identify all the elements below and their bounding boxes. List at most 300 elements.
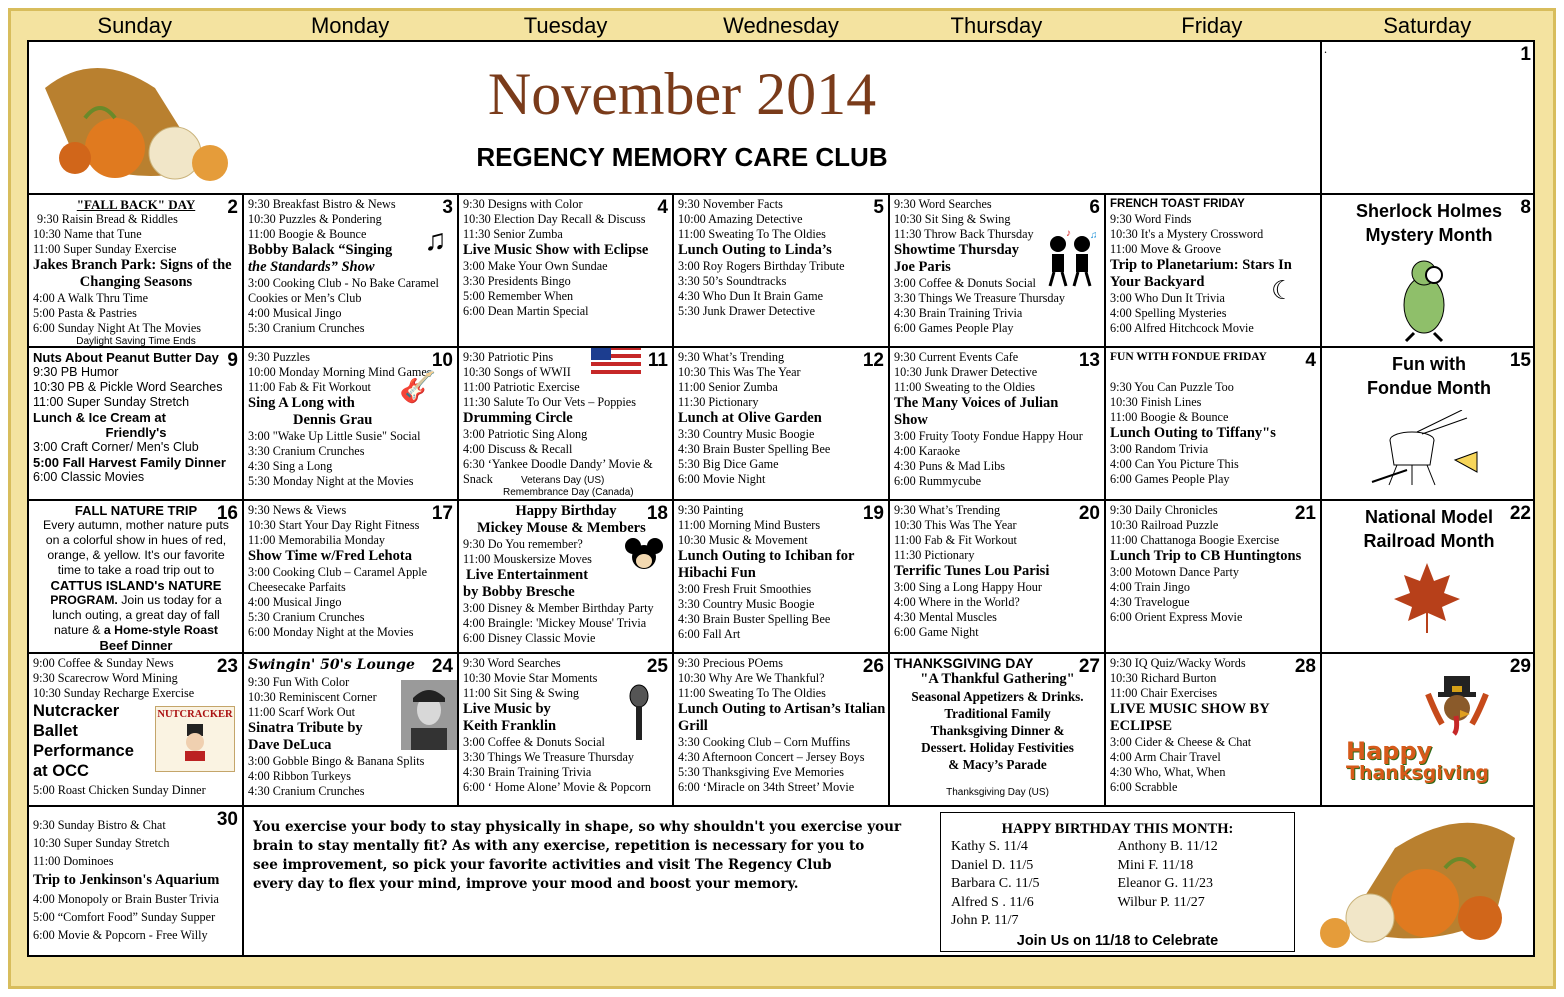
event: 3:00 Coffee & Donuts Social: [894, 276, 1036, 290]
description: Every autumn, mother nature puts: [43, 518, 229, 532]
day-cell-13: [890, 348, 1106, 501]
event: 6:00 Movie & Popcorn - Free Willy: [33, 928, 208, 942]
description: Dessert. Holiday Festivities: [921, 740, 1074, 755]
event: 6:00 Games People Play: [894, 321, 1014, 335]
day-number: 15: [1509, 350, 1531, 371]
day-number: 3: [442, 197, 453, 218]
day-cell-27: [890, 654, 1106, 807]
event: 10:00 Monday Morning Mind Games: [248, 365, 432, 379]
event: 11:00 Boogie & Bounce: [1110, 410, 1229, 424]
event: 3:00 Who Dun It Trivia: [1110, 291, 1225, 305]
day-cell-19: [674, 501, 890, 654]
featured-event: LIVE MUSIC SHOW BY: [1110, 701, 1270, 717]
event: 5:30 Junk Drawer Detective: [678, 304, 816, 318]
featured-event: Showtime Thursday: [894, 242, 1020, 258]
event: 5:00 Roast Chicken Sunday Dinner: [33, 783, 206, 797]
event: 3:30 Cranium Crunches: [248, 444, 365, 458]
day-cell-1: [1322, 42, 1535, 195]
birthday-list-right: [1118, 838, 1285, 931]
day-cell-3: [244, 195, 459, 348]
event: 9:30 Word Finds: [1110, 212, 1192, 226]
month-theme: Sherlock Holmes: [1355, 201, 1503, 221]
event: 4:30 Mental Muscles: [894, 610, 997, 624]
description: Join us today for a: [117, 593, 222, 607]
cornucopia-icon: [35, 48, 235, 188]
description: on a colorful show in hues of red,: [45, 533, 227, 547]
event: 4:00 Monopoly or Brain Buster Trivia: [33, 892, 219, 906]
description: PROGRAM.: [50, 593, 118, 607]
featured-event: Dennis Grau: [293, 412, 373, 428]
event: 3:00 Make Your Own Sundae: [463, 259, 608, 273]
event: 3:00 Gobble Bingo & Banana Splits: [248, 754, 425, 768]
event: 11:00 Boogie & Bounce: [248, 227, 367, 241]
day-cell-22: [1322, 501, 1535, 654]
event-title: FUN WITH FONDUE FRIDAY: [1110, 351, 1267, 363]
day-number: 22: [1509, 503, 1531, 524]
event: 9:30 Breakfast Bistro & News: [248, 197, 396, 211]
day-saturday: Saturday: [1383, 13, 1472, 38]
event: 4:30 Afternoon Concert – Jersey Boys: [678, 750, 865, 764]
day-cell-14: [1106, 348, 1322, 501]
featured-event: Show Time w/Fred Lehota: [248, 548, 412, 564]
day-cell-30: [29, 807, 244, 957]
turkey-pilgrim-icon: [1422, 674, 1492, 744]
event: 10:30 This Was The Year: [894, 518, 1017, 532]
event: 9:30 IQ Quiz/Wacky Words: [1110, 656, 1246, 670]
featured-event: Drumming Circle: [463, 410, 573, 426]
event: 4:00 Musical Jingo: [248, 306, 342, 320]
event: 11:00 Senior Zumba: [678, 380, 778, 394]
sinatra-photo: [401, 680, 457, 750]
description: CATTUS ISLAND's NATURE: [50, 578, 222, 593]
event: 9:00 Coffee & Sunday News: [33, 656, 174, 670]
event: 3:00 Cooking Club - No Bake Caramel: [248, 276, 439, 290]
holiday-note: Veterans Day (US): [521, 475, 605, 486]
holiday-note: Daylight Saving Time Ends: [76, 336, 196, 347]
day-cell-18: [459, 501, 674, 654]
event: 6:00 Alfred Hitchcock Movie: [1110, 321, 1254, 335]
featured-event: Show: [894, 412, 928, 428]
description: Thanksgiving Dinner &: [930, 723, 1065, 738]
featured-event: Lunch Outing to Artisan’s Italian: [678, 701, 886, 717]
event: 3:00 Fresh Fruit Smoothies: [678, 582, 812, 596]
message-line: see improvement, so pick your favorite activities and visit The Regency Club: [253, 857, 832, 873]
event: 4:30 Travelogue: [1110, 595, 1190, 609]
event: 9:30 Designs with Color: [463, 197, 583, 211]
month-theme: Fondue Month: [1367, 378, 1491, 398]
event: 6:00 Game Night: [894, 625, 979, 639]
featured-event: by Bobby Bresche: [463, 584, 575, 600]
event: Cheesecake Parfaits: [248, 580, 346, 594]
mickey-mouse-icon: [624, 537, 664, 571]
featured-event: Your Backyard: [1110, 274, 1205, 290]
day-number: 25: [646, 656, 668, 677]
detective-icon: [1384, 255, 1464, 343]
event: 11:00 Scarf Work Out: [248, 705, 355, 719]
day-number: 8: [1520, 197, 1531, 218]
description: lunch outing, a great day of fall: [52, 608, 220, 622]
event: 10:30 Election Day Recall & Discuss: [463, 212, 646, 226]
event: 11:00 Memorabilia Monday: [248, 533, 385, 547]
day-cell-7: [1106, 195, 1322, 348]
event: 9:30 Do You remember?: [463, 537, 583, 551]
event: 11:00 Chair Exercises: [1110, 686, 1218, 700]
featured-event: "A Thankful Gathering": [920, 671, 1075, 687]
description: Beef Dinner: [99, 638, 173, 653]
event: 4:00 Discuss & Recall: [463, 442, 573, 456]
day-number: 17: [431, 503, 453, 524]
event-title: THANKSGIVING DAY: [894, 655, 1034, 671]
month-theme: Railroad Month: [1363, 531, 1495, 551]
event: 9:30 Sunday Bistro & Chat: [33, 818, 166, 832]
event: 11:00 Patriotic Exercise: [463, 380, 580, 394]
day-monday: Monday: [310, 13, 390, 38]
birthday-entry: John P. 11/7: [951, 913, 1019, 928]
event: 3:00 Patriotic Sing Along: [463, 427, 588, 441]
event: 3:00 Random Trivia: [1110, 442, 1209, 456]
event: 9:30 Patriotic Pins: [463, 350, 554, 364]
event: 10:30 Puzzles & Pondering: [248, 212, 382, 226]
month-theme: Mystery Month: [1365, 225, 1493, 245]
day-cell-17: [244, 501, 459, 654]
cornucopia-icon: [1315, 808, 1530, 953]
day-cell-28: [1106, 654, 1322, 807]
day-cell-6: [890, 195, 1106, 348]
dancers-icon: [1040, 230, 1100, 290]
event: 10:30 Sit Sing & Swing: [894, 212, 1011, 226]
day-number: 27: [1078, 656, 1100, 677]
event: 9:30 PB Humor: [33, 365, 119, 379]
event: 4:30 Sing a Long: [248, 459, 333, 473]
event: 11:00 Sweating To The Oldies: [678, 227, 826, 241]
featured-event: Sing A Long with: [248, 395, 355, 411]
day-number: 19: [862, 503, 884, 524]
event: 10:30 Songs of WWII: [463, 365, 571, 379]
featured-event: Lunch Trip to CB Huntingtons: [1110, 548, 1302, 564]
birthday-entry: Alfred S . 11/6: [951, 894, 1034, 910]
day-cell-5: [674, 195, 890, 348]
day-number: 23: [216, 656, 238, 677]
event: 9:30 You Can Puzzle Too: [1110, 380, 1234, 394]
event: 4:00 Arm Chair Travel: [1110, 750, 1221, 764]
holiday-note: Remembrance Day (Canada): [503, 487, 634, 498]
day-number: 2: [227, 197, 238, 218]
day-thursday: Thursday: [950, 13, 1043, 38]
event: 4:30 Puns & Mad Libs: [894, 459, 1006, 473]
event: 11:00 Fab & Fit Workout: [248, 380, 371, 394]
event: 5:00 “Comfort Food” Sunday Supper: [33, 910, 216, 924]
day-cell-8: [1322, 195, 1535, 348]
featured-event: Terrific Tunes Lou Parisi: [894, 563, 1050, 579]
event: 6:00 Rummycube: [894, 474, 981, 488]
featured-event: Dave DeLuca: [248, 737, 332, 753]
day-number: 4: [1305, 350, 1316, 371]
featured-event: Keith Franklin: [463, 718, 557, 734]
event: 10:30 Super Sunday Stretch: [33, 836, 170, 850]
event: 3:30 Things We Treasure Thursday: [463, 750, 634, 764]
event: 11:00 Fab & Fit Workout: [894, 533, 1017, 547]
event: 3:30 Things We Treasure Thursday: [894, 291, 1065, 305]
event-title: FALL NATURE TRIP: [74, 503, 198, 518]
event: 4:00 Ribbon Turkeys: [248, 769, 351, 783]
logo-text: NUTCRACKER: [157, 709, 233, 720]
fondue-pot-icon: [1367, 410, 1487, 490]
day-number: 29: [1509, 656, 1531, 677]
event: Snack: [463, 472, 493, 486]
event: 11:00 Move & Groove: [1110, 242, 1221, 256]
event: 11:00 Mouskersize Moves: [463, 552, 592, 566]
featured-event: Live Music Show with Eclipse: [463, 242, 649, 258]
flag-icon: [591, 348, 643, 378]
day-wednesday: Wednesday: [723, 13, 839, 38]
event: 5:00 Pasta & Pastries: [33, 306, 137, 320]
event: 11:30 Pictionary: [678, 395, 759, 409]
event: 5:00 Remember When: [463, 289, 574, 303]
description: Seasonal Appetizers & Drinks.: [911, 689, 1084, 704]
day-cell-25: [459, 654, 674, 807]
birthday-entry: Wilbur P. 11/27: [1117, 894, 1205, 910]
event: 9:30 Daily Chronicles: [1110, 503, 1218, 517]
featured-event: Grill: [678, 718, 708, 734]
event: 4:30 Cranium Crunches: [248, 784, 365, 798]
event: 4:00 Can You Picture This: [1110, 457, 1239, 471]
birthday-entry: Barbara C. 11/5: [951, 876, 1040, 891]
event: 11:30 Salute To Our Vets – Poppies: [463, 395, 636, 409]
event: 5:30 Big Dice Game: [678, 457, 779, 471]
day-number: 18: [646, 503, 668, 524]
day-cell-23: [29, 654, 244, 807]
day-number: 10: [431, 350, 453, 371]
featured-event: Hibachi Fun: [678, 565, 756, 581]
day-number: 21: [1294, 503, 1316, 524]
event-title: "FALL BACK" DAY: [76, 197, 196, 212]
day-number: 24: [431, 656, 453, 677]
event-title: Nuts About Peanut Butter Day: [33, 350, 219, 365]
day-number: 6: [1089, 197, 1100, 218]
event: 3:00 "Wake Up Little Susie" Social: [248, 429, 421, 443]
event: 10:30 Richard Burton: [1110, 671, 1217, 685]
day-number: 30: [216, 809, 238, 830]
day-number: 11: [647, 350, 668, 371]
event: 10:30 Sunday Recharge Exercise: [33, 686, 195, 700]
event: 6:00 ‘ Home Alone’ Movie & Popcorn: [463, 780, 651, 794]
day-cell-20: [890, 501, 1106, 654]
event: 4:00 Karaoke: [894, 444, 960, 458]
event: 4:30 Brain Buster Spelling Bee: [678, 442, 831, 456]
event: 9:30 November Facts: [678, 197, 783, 211]
description: orange, & yellow. It's our favorite: [47, 548, 225, 562]
holiday-note: Thanksgiving Day (US): [946, 787, 1049, 798]
maple-leaf-icon: [1392, 561, 1462, 636]
event: 10:30 Railroad Puzzle: [1110, 518, 1219, 532]
weekday-header: [27, 12, 1535, 40]
day-cell-9: [29, 348, 244, 501]
message-line: every day to flex your mind, improve your mood and boost your memory.: [253, 876, 799, 892]
event: 10:30 Junk Drawer Detective: [894, 365, 1038, 379]
event: 4:30 Who, What, When: [1110, 765, 1226, 779]
event: 4:30 Who Dun It Brain Game: [678, 289, 823, 303]
event: 6:30 ‘Yankee Doodle Dandy’ Movie &: [463, 457, 653, 471]
day-number: 20: [1078, 503, 1100, 524]
featured-event: The Many Voices of Julian: [894, 395, 1059, 411]
day-sunday: Sunday: [97, 13, 173, 38]
nutcracker-logo: [155, 706, 235, 772]
birthday-box: [940, 812, 1295, 952]
event: 9:30 Precious POems: [678, 656, 783, 670]
event: 5:30 Cranium Crunches: [248, 610, 365, 624]
day-tuesday: Tuesday: [523, 13, 608, 38]
featured-event: the Standards” Show: [248, 259, 375, 275]
day-number: 13: [1078, 350, 1100, 371]
event: 4:00 Braingle: 'Mickey Mouse' Trivia: [463, 616, 647, 630]
event: 10:30 Movie Star Moments: [463, 671, 598, 685]
event: 10:00 Amazing Detective: [678, 212, 803, 226]
microphone-icon: [624, 684, 654, 744]
featured-event: Bobby Balack “Singing: [248, 242, 393, 258]
event: 4:30 Brain Training Trivia: [463, 765, 592, 779]
event: 6:00 Disney Classic Movie: [463, 631, 596, 645]
event-title: FRENCH TOAST FRIDAY: [1110, 198, 1245, 210]
day-cell-29: [1322, 654, 1535, 807]
month-theme: Fun with: [1392, 354, 1466, 374]
event: 10:30 Music & Movement: [678, 533, 808, 547]
featured-event: Lunch at Olive Garden: [678, 410, 822, 426]
event: 3:00 Sing a Long Happy Hour: [894, 580, 1042, 594]
club-name: REGENCY MEMORY CARE CLUB: [476, 142, 888, 172]
featured-event: Lunch Outing to Ichiban for: [678, 548, 855, 564]
day-number: 28: [1294, 656, 1316, 677]
nutcracker-icon: [175, 722, 215, 762]
day-number: 16: [216, 503, 238, 524]
event: 9:30 Current Events Cafe: [894, 350, 1019, 364]
event: 5:30 Cranium Crunches: [248, 321, 365, 335]
event: 11:30 Senior Zumba: [463, 227, 563, 241]
featured-event: Lunch & Ice Cream at: [33, 410, 166, 425]
event: 11:00 Sweating to the Oldies: [894, 380, 1036, 394]
month-theme: National Model: [1364, 507, 1493, 527]
day-number: 5: [873, 197, 884, 218]
featured-event: Changing Seasons: [79, 274, 193, 290]
message-line: You exercise your body to stay physically in shape, so why shouldn't you exercise your: [253, 819, 902, 835]
event: 3:30 Cooking Club – Corn Muffins: [678, 735, 851, 749]
event: 5:00 Fall Harvest Family Dinner: [33, 455, 226, 470]
featured-event: Lunch Outing to Linda’s: [678, 242, 832, 258]
event: 6:00 ‘Miracle on 34th Street’ Movie: [678, 780, 855, 794]
birthday-entry: Mini F. 11/18: [1117, 857, 1194, 873]
featured-event: Joe Paris: [894, 259, 951, 275]
day-cell-4: [459, 195, 674, 348]
event: 11:00 Super Sunday Exercise: [33, 242, 177, 256]
event: 11:00 Chattanoga Boogie Exercise: [1110, 533, 1280, 547]
event: 11:00 Sweating To The Oldies: [678, 686, 826, 700]
event: 11:00 Morning Mind Busters: [678, 518, 821, 532]
event: 11:00 Super Sunday Stretch: [33, 395, 190, 409]
description: time to take a road trip out to: [57, 563, 215, 577]
event: 4:00 Spelling Mysteries: [1110, 306, 1227, 320]
birthday-title: HAPPY BIRTHDAY THIS MONTH:: [1001, 821, 1234, 837]
event: 4:00 Train Jingo: [1110, 580, 1190, 594]
event: 3:30 Country Music Boogie: [678, 427, 815, 441]
event: 6:00 Games People Play: [1110, 472, 1230, 486]
day-cell-16: [29, 501, 244, 654]
featured-event: Mickey Mouse & Members: [477, 520, 646, 536]
birthday-entry: Anthony B. 11/12: [1117, 839, 1218, 854]
svg-text:♫: ♫: [1090, 230, 1098, 241]
day-number: 12: [862, 350, 884, 371]
event: 3:00 Disney & Member Birthday Party: [463, 601, 654, 615]
event: 9:30 Painting: [678, 503, 744, 517]
event: 6:00 Monday Night at the Movies: [248, 625, 414, 639]
event: 11:00 Sit Sing & Swing: [463, 686, 580, 700]
event: 6:00 Fall Art: [678, 627, 741, 641]
event: 3:30 Presidents Bingo: [463, 274, 571, 288]
event: 6:00 Sunday Night At The Movies: [33, 321, 202, 335]
day-number: 4: [657, 197, 668, 218]
event: 5:30 Thanksgiving Eve Memories: [678, 765, 844, 779]
event: 4:00 Musical Jingo: [248, 595, 342, 609]
featured-event: Live Music by: [463, 701, 551, 717]
day-cell-15: [1322, 348, 1535, 501]
event: 3:00 Fruity Tooty Fondue Happy Hour: [894, 429, 1083, 443]
event: 4:30 Brain Buster Spelling Bee: [678, 612, 831, 626]
event: 6:00 Dean Martin Special: [463, 304, 589, 318]
birthday-entry: Daniel D. 11/5: [951, 857, 1034, 873]
event: 11:00 Dominoes: [33, 854, 114, 868]
event: 10:30 Name that Tune: [33, 227, 142, 241]
moon-stars-icon: ☾: [1271, 276, 1295, 305]
featured-event: Friendly's: [105, 425, 167, 440]
event: 9:30 What’s Trending: [894, 503, 1001, 517]
featured-event: Live Entertainment: [466, 567, 589, 583]
thanksgiving-text: Thanksgiving: [1346, 762, 1489, 784]
event: 3:00 Coffee & Donuts Social: [463, 735, 605, 749]
description: a Home-style Roast: [100, 623, 219, 637]
day-friday: Friday: [1181, 13, 1243, 38]
event: 10:30 Reminiscent Corner: [248, 690, 377, 704]
day-cell-2: [29, 195, 244, 348]
featured-event: Sinatra Tribute by: [248, 720, 363, 736]
day-cell-24: [244, 654, 459, 807]
event: 9:30 Puzzles: [248, 350, 310, 364]
event: 3:30 50’s Soundtracks: [678, 274, 787, 288]
birthday-entry: Eleanor G. 11/23: [1117, 876, 1214, 891]
event: 10:30 Start Your Day Right Fitness: [248, 518, 420, 532]
dot-mark: .: [1324, 42, 1328, 56]
event: 10:30 It's a Mystery Crossword: [1110, 227, 1264, 241]
event: 3:00 Motown Dance Party: [1110, 565, 1239, 579]
day-number: 9: [227, 350, 238, 371]
event: 4:00 A Walk Thru Time: [33, 291, 149, 305]
event: 9:30 Scarecrow Word Mining: [33, 671, 178, 685]
day-cell-26: [674, 654, 890, 807]
description: & Macy’s Parade: [948, 757, 1047, 772]
featured-event: at OCC: [33, 762, 89, 780]
featured-event: Trip to Jenkinson's Aquarium: [33, 872, 220, 888]
event: 11:30 Pictionary: [894, 548, 975, 562]
event: 9:30 Raisin Bread & Riddles: [37, 212, 178, 226]
birthday-list-left: [951, 838, 1118, 931]
event: 10:30 Why Are We Thankful?: [678, 671, 825, 685]
birthday-entry: Kathy S. 11/4: [951, 839, 1028, 854]
description: nature &: [53, 623, 101, 637]
event: 9:30 What’s Trending: [678, 350, 785, 364]
event: 6:00 Scrabble: [1110, 780, 1178, 794]
day-number: 1: [1520, 44, 1531, 65]
day-cell-11: [459, 348, 674, 501]
message-line: brain to stay mentally fit? As with any exercise, repetition is necessary for you to: [253, 838, 865, 854]
day-number: 26: [862, 656, 884, 677]
featured-event: Performance: [33, 742, 134, 760]
